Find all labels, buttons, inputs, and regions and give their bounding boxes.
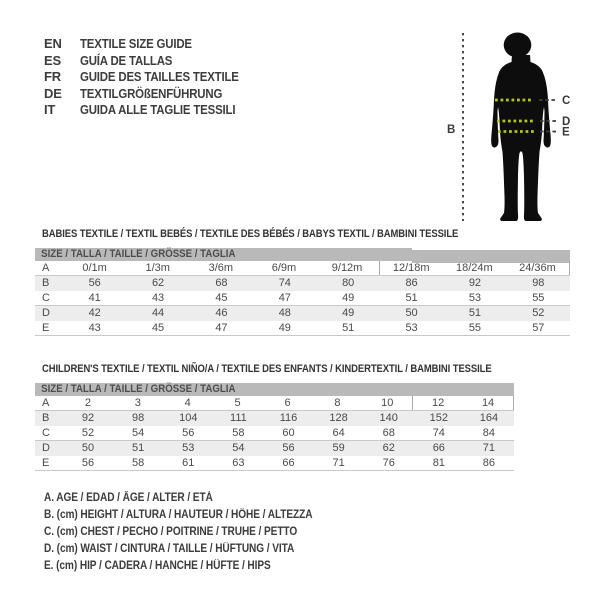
table-cell: 44: [151, 307, 165, 319]
table-cell: 80: [342, 277, 355, 289]
table-cell: 74: [432, 427, 445, 439]
table-row: [35, 396, 514, 411]
table-cell: 54: [132, 427, 145, 439]
table-row: [35, 426, 514, 441]
table-cell: 51: [468, 307, 482, 319]
legend-line: E. (cm) HIP / CADERA / HANCHE / HÜFTE / HIPS: [44, 560, 271, 572]
table-cell: 84: [482, 427, 496, 439]
table-row: [35, 291, 570, 306]
table-cell: 4: [184, 397, 191, 409]
table-cell: 59: [332, 442, 345, 454]
table-cell: 55: [532, 292, 545, 304]
table-cell: 57: [532, 322, 545, 334]
table-cell: 60: [282, 427, 295, 439]
table-cell: 56: [81, 457, 95, 469]
legend-line: D. (cm) WAIST / CINTURA / TAILLE / HÜFTUNG / VITA: [44, 543, 295, 555]
table-cell: 128: [329, 412, 348, 424]
chest-label: C: [562, 95, 571, 107]
table-cell: 98: [132, 412, 145, 424]
table-cell: 58: [132, 457, 145, 469]
row-label: C: [42, 292, 50, 304]
legend: [44, 490, 349, 575]
table-cell: 68: [215, 277, 228, 289]
language-label: TEXTILE SIZE GUIDE: [80, 36, 192, 51]
table-row: [35, 306, 570, 321]
table-cell: 12: [412, 396, 463, 410]
table-row: [35, 441, 514, 456]
legend-line: A. AGE / EDAD / ÂGE / ALTER / ETÀ: [44, 492, 213, 504]
table-cell: 152: [429, 412, 448, 424]
table-cell: 10: [381, 397, 394, 409]
table-cell: 74: [278, 277, 291, 289]
table-cell: 92: [81, 412, 95, 424]
table-cell: 52: [532, 307, 545, 319]
height-label: B: [447, 124, 456, 136]
table-cell: 12/18m: [379, 261, 443, 275]
table-cell: 6/9m: [271, 262, 297, 274]
row-label: E: [42, 322, 50, 334]
children-table: [35, 363, 514, 473]
table-cell: 111: [230, 412, 247, 424]
row-label: B: [42, 277, 50, 289]
table-cell: 42: [88, 307, 101, 319]
table-row: [35, 261, 570, 276]
children-table-title: CHILDREN'S TEXTILE / TEXTIL NIÑO/A / TEXTILE DES ENFANTS / KINDERTEXTIL / BAMBINI TESSILE: [42, 363, 492, 375]
row-label: C: [42, 427, 50, 439]
table-row: [35, 411, 514, 426]
table-cell: 8: [334, 397, 341, 409]
table-cell: 3: [134, 397, 141, 409]
table-cell: 24/36m: [506, 261, 570, 275]
language-label: GUIDA ALLE TAGLIE TESSILI: [80, 102, 236, 117]
waist-label: D: [562, 116, 571, 128]
table-cell: 56: [88, 277, 101, 289]
table-cell: 6: [284, 397, 291, 409]
table-row: [35, 321, 570, 336]
row-label: A: [42, 262, 50, 274]
hip-label: E: [562, 126, 570, 139]
table-cell: 55: [468, 322, 482, 334]
table-cell: 76: [382, 457, 395, 469]
table-cell: 49: [342, 307, 355, 319]
table-cell: 61: [182, 457, 195, 469]
table-cell: 3/6m: [208, 262, 234, 274]
table-cell: 56: [282, 442, 295, 454]
language-title-list: [44, 36, 260, 119]
table-cell: 49: [342, 292, 355, 304]
table-cell: 62: [382, 442, 395, 454]
table-cell: 104: [179, 412, 198, 424]
language-row: [44, 36, 260, 53]
table-cell: 86: [405, 277, 418, 289]
table-cell: 45: [215, 292, 228, 304]
table-cell: 63: [232, 457, 245, 469]
language-code: EN: [44, 36, 62, 51]
table-cell: 50: [405, 307, 418, 319]
table-cell: 43: [151, 292, 165, 304]
table-row: [35, 456, 514, 471]
table-cell: 45: [151, 322, 165, 334]
table-cell: 1/3m: [145, 262, 170, 274]
children-size-header-bar: [35, 383, 514, 396]
table-cell: 68: [382, 427, 395, 439]
table-cell: 49: [278, 322, 291, 334]
row-label: B: [42, 412, 50, 424]
table-row: [35, 276, 570, 291]
language-label: GUIDE DES TAILLES TEXTILE: [80, 69, 239, 84]
table-cell: 47: [215, 322, 228, 334]
child-silhouette: [491, 55, 551, 221]
table-cell: 41: [88, 292, 101, 304]
children-table-rows: [35, 396, 514, 471]
language-label: TEXTILGRÖßENFÜHRUNG: [80, 85, 223, 101]
language-code: ES: [44, 52, 61, 68]
row-label: A: [42, 397, 50, 409]
language-code: IT: [44, 102, 56, 117]
table-cell: 5: [234, 397, 241, 409]
language-row: [44, 69, 260, 86]
table-cell: 116: [279, 412, 298, 424]
table-cell: 14: [463, 396, 514, 410]
language-row: [44, 102, 260, 119]
table-cell: 51: [132, 442, 145, 454]
table-cell: 140: [379, 412, 398, 424]
table-cell: 43: [88, 322, 101, 334]
table-cell: 47: [278, 292, 291, 304]
table-cell: 53: [405, 322, 418, 334]
legend-line: B. (cm) HEIGHT / ALTURA / HAUTEUR / HÖHE / ALTEZZA: [44, 509, 313, 521]
table-cell: 66: [282, 457, 295, 469]
table-cell: 92: [468, 277, 482, 289]
language-row: [44, 53, 260, 70]
table-cell: 98: [532, 277, 545, 289]
table-cell: 64: [332, 427, 345, 439]
table-cell: 164: [479, 412, 499, 424]
table-cell: 48: [278, 307, 291, 319]
row-label: D: [42, 307, 50, 319]
row-label: E: [42, 457, 50, 469]
table-cell: 9/12m: [331, 262, 363, 274]
table-cell: 66: [432, 442, 445, 454]
table-cell: 56: [182, 427, 195, 439]
size-figure: [440, 14, 600, 230]
table-cell: 81: [432, 457, 445, 469]
language-code: DE: [44, 85, 62, 101]
table-cell: 53: [182, 442, 195, 454]
size-figure-svg: [440, 14, 600, 230]
table-cell: 52: [81, 427, 95, 439]
babies-table: [35, 228, 570, 338]
table-cell: 71: [482, 442, 496, 454]
babies-table-rows: [35, 261, 570, 336]
row-label: D: [42, 442, 50, 454]
babies-size-header-bar: [35, 248, 412, 261]
babies-table-title: BABIES TEXTILE / TEXTIL BEBÉS / TEXTILE DES BÉBÉS / BABYS TEXTIL / BAMBINI TESSILE: [42, 228, 459, 240]
babies-size-header-label: SIZE / TALLA / TAILLE / GRÖSSE / TAGLIA: [41, 248, 236, 260]
language-label: GUÍA DE TALLAS: [80, 52, 173, 68]
table-cell: 51: [405, 292, 418, 304]
children-size-header-label: SIZE / TALLA / TAILLE / GRÖSSE / TAGLIA: [41, 383, 236, 395]
table-cell: 71: [332, 457, 345, 469]
table-cell: 58: [232, 427, 245, 439]
table-cell: 50: [81, 442, 95, 454]
legend-line: C. (cm) CHEST / PECHO / POITRINE / TRUHE / PETTO: [44, 526, 298, 538]
table-cell: 86: [482, 457, 496, 469]
table-cell: 0/1m: [82, 262, 107, 274]
table-cell: 53: [468, 292, 482, 304]
table-cell: 46: [215, 307, 228, 319]
table-cell: 54: [232, 442, 245, 454]
table-cell: 62: [151, 277, 165, 289]
table-cell: 2: [84, 397, 91, 409]
child-head: [504, 33, 532, 58]
table-cell: 51: [342, 322, 355, 334]
table-cell: 18/24m: [455, 262, 493, 274]
language-row: [44, 86, 260, 103]
language-code: FR: [44, 69, 61, 84]
